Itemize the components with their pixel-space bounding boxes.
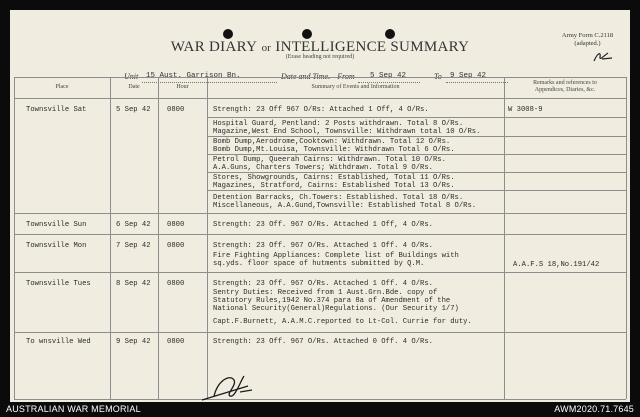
entry-hour: 0800 xyxy=(167,106,185,114)
entry-place: To wnsville Wed xyxy=(26,338,91,346)
to-date-value: 9 Sep 42 xyxy=(450,72,487,80)
entry-summary-line: Detention Barracks, Ch.Towers: Established. Total 18 O/Rs. xyxy=(213,194,464,202)
entry-summary-line: Statutory Rules,1942 No.374 para 8a of Amendment of the xyxy=(213,297,451,305)
header-hour: Hour xyxy=(176,84,189,90)
entry-hour: 0800 xyxy=(167,221,185,229)
entry-summary-line: Bomb Dump,Aerodrome,Cooktown: Withdrawn. Total 12 O/Rs. xyxy=(213,138,451,146)
initials-signature xyxy=(592,50,614,64)
entry-summary-line: Strength: 23 Off. 967 O/Rs. Attached 0 Off. 4 O/Rs. xyxy=(213,338,433,346)
form-number: Army Form C.2118 (adapted.) xyxy=(561,32,614,47)
row-rule xyxy=(14,234,626,235)
entry-remarks: A.A.F.S 18,No.191/42 xyxy=(513,261,600,269)
to-label: To xyxy=(434,72,442,81)
table-top-rule xyxy=(14,77,626,78)
entry-summary-line: Bomb Dump,Mt.Louisa, Townsville: Withdrawn Total 6 O/Rs. xyxy=(213,146,455,154)
table-right-rule xyxy=(626,77,627,399)
row-rule xyxy=(14,213,626,214)
col-rule-place xyxy=(110,77,111,399)
entry-summary-line: A.A.Guns, Charters Towers; Withdrawn. Total 9 O/Rs. xyxy=(213,164,433,172)
entry-hour: 0800 xyxy=(167,280,185,288)
form-title: WAR DIARY or INTELLIGENCE SUMMARY xyxy=(170,39,470,55)
entry-place: Townsville Mon xyxy=(26,242,87,250)
from-underline xyxy=(358,82,420,83)
entry-remarks: W 3008-9 xyxy=(508,106,543,114)
header-summary: Summary of Events and Information xyxy=(311,84,400,90)
table-bottom-rule xyxy=(14,399,626,400)
entry-hour: 0800 xyxy=(167,338,185,346)
entry-date: 5 Sep 42 xyxy=(116,106,151,114)
entry-place: Townsville Tues xyxy=(26,280,91,288)
entry-place: Townsville Sat xyxy=(26,106,87,114)
header-date: Date xyxy=(128,84,140,90)
row-rule xyxy=(207,136,626,137)
row-rule xyxy=(207,172,626,173)
entry-date: 7 Sep 42 xyxy=(116,242,151,250)
table-left-rule xyxy=(14,77,15,399)
col-rule-hour xyxy=(207,77,208,399)
entry-summary-line: Strength: 23 Off 967 O/Rs: Attached 1 Off, 4 O/Rs. xyxy=(213,106,429,114)
form-subtitle: (Erase heading not required) xyxy=(285,54,355,60)
entry-summary-line: Capt.F.Burnett, A.A.M.C.reported to Lt-Col. Currie for duty. xyxy=(213,318,472,326)
footer-accession: AWM2020.71.7645 xyxy=(554,404,634,414)
row-rule xyxy=(207,190,626,191)
entry-date: 6 Sep 42 xyxy=(116,221,151,229)
entry-summary-line: Magazine,West End School, Townsville: Withdrawn total 10 O/Rs. xyxy=(213,128,481,136)
col-rule-date xyxy=(158,77,159,399)
handwritten-signature xyxy=(200,370,260,404)
entry-summary-line: Strength: 23 Off. 967 O/Rs. Attached 1 Off. 4 O/Rs. xyxy=(213,280,433,288)
row-rule xyxy=(207,154,626,155)
date-label: Date and Time.—From xyxy=(281,72,355,81)
header-remarks: Remarks and references to Appendices, Diaries, &c. xyxy=(533,80,597,93)
diary-sheet xyxy=(10,10,630,402)
unit-underline xyxy=(142,82,277,83)
entry-summary-line: Stores, Showgrounds, Cairns: Established, Total 11 O/Rs. xyxy=(213,174,455,182)
from-date-value: 5 Sep 42 xyxy=(370,72,407,80)
to-underline xyxy=(446,82,508,83)
footer-collection: AUSTRALIAN WAR MEMORIAL xyxy=(6,404,141,414)
row-rule xyxy=(207,117,626,118)
entry-place: Townsville Sun xyxy=(26,221,87,229)
entry-summary-line: National Security(General)Regulations. (Our Security 1/7) xyxy=(213,305,459,313)
unit-value: 15 Aust. Garrison Bn. xyxy=(146,72,241,80)
entry-summary-line: Petrol Dump, Queerah Cairns: Withdrawn. Total 10 O/Rs. xyxy=(213,156,446,164)
entry-hour: 0800 xyxy=(167,242,185,250)
entry-summary-line: sq.yds. floor space of hutments submitted by Q.M. xyxy=(213,260,425,268)
unit-label: Unit xyxy=(124,72,139,81)
entry-summary-line: Magazines, Stratford, Cairns: Established Total 13 O/Rs. xyxy=(213,182,455,190)
entry-summary-line: Sentry Duties: Received from 1 Aust.Grn.Bde. copy of xyxy=(213,289,438,297)
entry-summary-line: Miscellaneous, A.A.Gund,Townsville: Established Total 8 O/Rs. xyxy=(213,202,477,210)
entry-summary-line: Hospital Guard, Pentland: 2 Posts withdrawn. Total 8 O/Rs. xyxy=(213,120,464,128)
row-rule xyxy=(14,332,626,333)
col-rule-summary xyxy=(504,77,505,399)
row-rule xyxy=(14,272,626,273)
header-place: Place xyxy=(55,84,69,90)
entry-summary-line: Strength: 23 Off. 967 O/Rs. Attached 1 Off. 4 O/Rs. xyxy=(213,242,433,250)
header-rule xyxy=(14,98,626,99)
entry-summary-line: Strength: 23 Off. 967 O/Rs. Attached 1 Off, 4 O/Rs. xyxy=(213,221,433,229)
entry-date: 9 Sep 42 xyxy=(116,338,151,346)
entry-date: 8 Sep 42 xyxy=(116,280,151,288)
entry-summary-line: Fire Fighting Appliances: Complete list of Buildings with xyxy=(213,252,459,260)
